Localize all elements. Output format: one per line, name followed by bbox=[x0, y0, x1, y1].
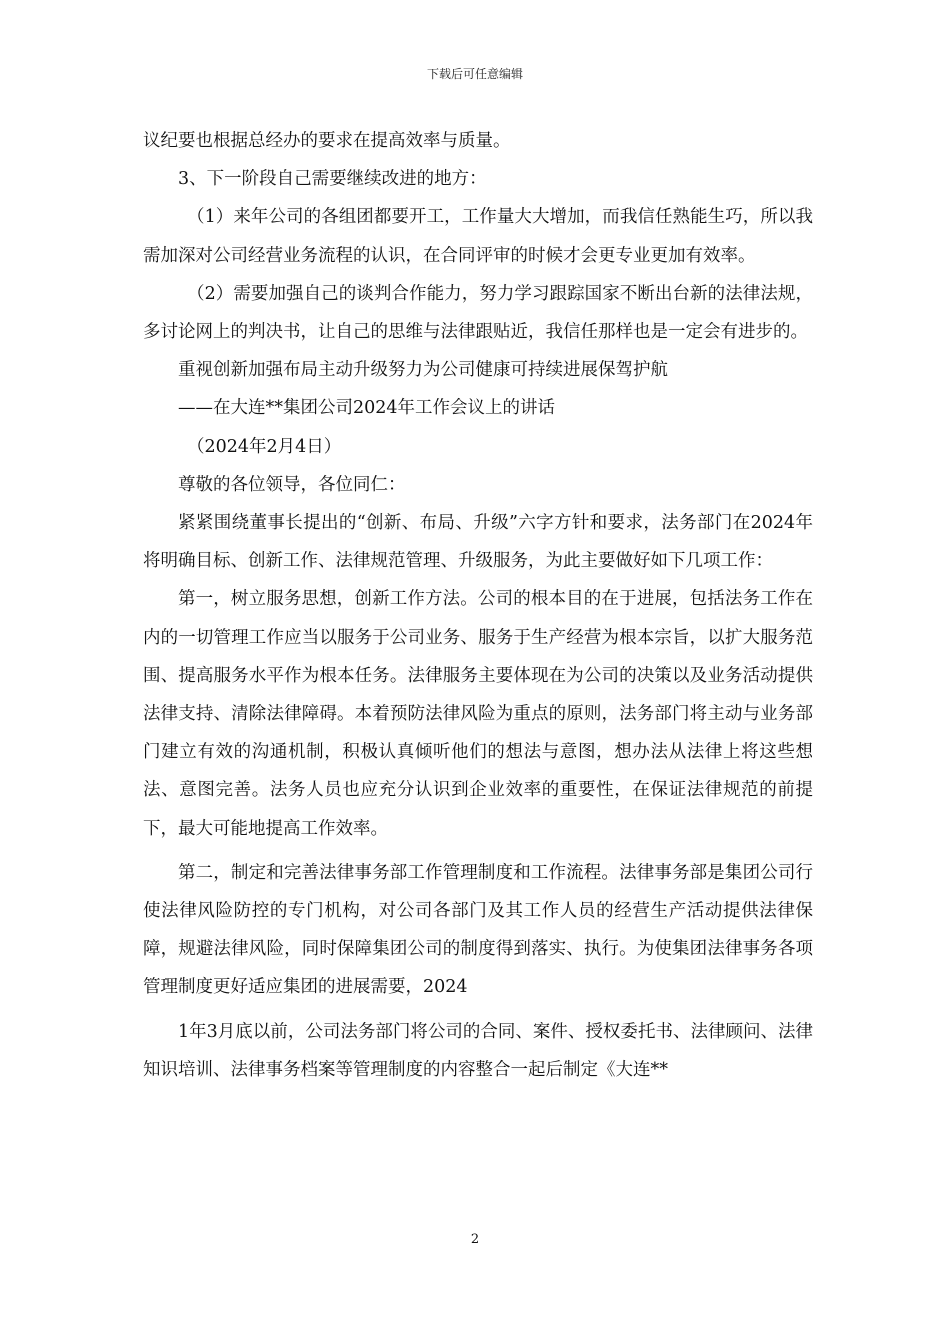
speech-date: （2024年2月4日） bbox=[187, 436, 342, 457]
paragraph-point-1: 第一，树立服务思想，创新工作方法。公司的根本目的在于进展，包括法务工作在内的一切管理工作应当以服务于公司业务、服务于生产经营为根本宗旨，以扩大服务范围、提高服务水平作为根本任务。法律服务主要体现在为公司的决策以及业务活动提供法律支持、清除法律障碍。本着预防法律风险为重点的原则，法务部门将主动与业务部门建立有效的沟通机制，积极认真倾听他们的想法与意图，想办法从法律上将这些想法、意图完善。法务人员也应充分认识到企业效率的重要性，在保证法律规范的前提下，最大可能地提高工作效率。 bbox=[143, 589, 813, 839]
paragraph-point-2-continued: 1年3月底以前，公司法务部门将公司的合同、案件、授权委托书、法律顾问、法律知识培训、法律事务档案等管理制度的内容整合一起后制定《大连** bbox=[143, 1021, 813, 1080]
speech-salutation: 尊敬的各位领导，各位同仁： bbox=[178, 474, 406, 495]
document-body bbox=[143, 122, 813, 1089]
paragraph-item-1: （1）来年公司的各组团都要开工，工作量大大增加，而我信任熟能生巧，所以我需加深对公司经营业务流程的认识，在合同评审的时候才会更专业更加有效率。 bbox=[143, 207, 813, 266]
paragraph-intro: 紧紧围绕董事长提出的“创新、布局、升级”六字方针和要求，法务部门在2024年将明确目标、创新工作、法律规范管理、升级服务，为此主要做好如下几项工作： bbox=[143, 513, 813, 572]
speech-title: 重视创新加强布局主动升级努力为公司健康可持续进展保驾护航 bbox=[178, 360, 668, 381]
page-number: 2 bbox=[470, 1232, 480, 1247]
paragraph-continuation: 议纪要也根据总经办的要求在提高效率与质量。 bbox=[143, 131, 511, 151]
page-header: 下载后可任意编辑 bbox=[426, 67, 523, 81]
paragraph-point-2: 第二，制定和完善法律事务部工作管理制度和工作流程。法律事务部是集团公司行使法律风险防控的专门机构，对公司各部门及其工作人员的经营生产活动提供法律保障，规避法律风险，同时保障集团公司的制度得到落实、执行。为使集团法律事务各项管理制度更好适应集团的进展需要，2024 bbox=[143, 862, 813, 998]
speech-subtitle: ——在大连**集团公司2024年工作会议上的讲话 bbox=[178, 398, 556, 419]
paragraph-item-2: （2）需要加强自己的谈判合作能力，努力学习跟踪国家不断出台新的法律法规，多讨论网上的判决书，让自己的思维与法律跟贴近，我信任那样也是一定会有进步的。 bbox=[143, 283, 813, 343]
paragraph-section-3-heading: 3、下一阶段自己需要继续改进的地方： bbox=[178, 169, 487, 190]
